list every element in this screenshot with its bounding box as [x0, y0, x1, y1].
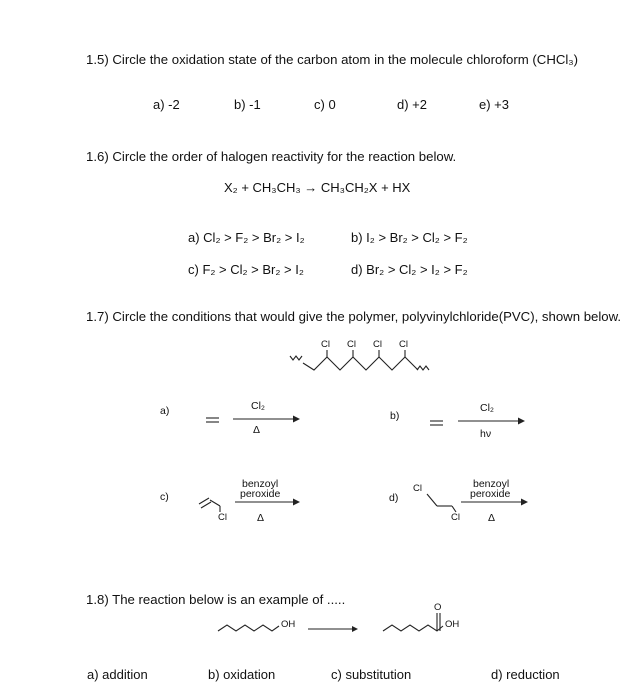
option-1-7-d-cl-bottom: Cl [451, 512, 460, 523]
option-1-7-a-label[interactable]: a) [160, 405, 170, 417]
option-1-8-a[interactable]: a) addition [87, 667, 148, 682]
option-1-7-a-condition: Δ [253, 424, 261, 436]
option-1-5-e[interactable]: e) +3 [479, 97, 509, 112]
product-oh: OH [445, 619, 460, 630]
option-1-7-d-label[interactable]: d) [389, 492, 399, 504]
option-1-6-a[interactable]: a) Cl₂ > F₂ > Br₂ > I₂ [188, 230, 305, 245]
reaction-1-6: X₂ + CH₃CH₃ → CH₃CH₂X + HX [224, 180, 411, 195]
option-1-7-c-label[interactable]: c) [160, 491, 169, 503]
option-1-7-d-condition: Δ [488, 512, 496, 524]
option-1-8-c[interactable]: c) substitution [331, 667, 412, 682]
option-1-8-b[interactable]: b) oxidation [208, 667, 276, 682]
option-1-5-b[interactable]: b) -1 [234, 97, 261, 112]
option-1-7-d-reagent-1: benzoyl [473, 478, 510, 490]
option-1-5-c[interactable]: c) 0 [314, 97, 336, 112]
question-1-6: 1.6) Circle the order of halogen reactivity for the reaction below. [86, 149, 457, 164]
reactant-chain [218, 625, 279, 631]
question-1-7: 1.7) Circle the conditions that would give the polymer, polyvinylchloride(PVC), shown below. [86, 309, 622, 324]
option-1-5-a[interactable]: a) -2 [153, 97, 180, 112]
pvc-cl-1: Cl [321, 339, 330, 350]
option-1-6-d[interactable]: d) Br₂ > Cl₂ > I₂ > F₂ [351, 262, 468, 277]
pvc-cl-4: Cl [399, 339, 408, 350]
option-1-7-a-reagent: Cl₂ [251, 400, 265, 412]
reactant-oh: OH [281, 619, 296, 630]
option-1-7-c-condition: Δ [257, 512, 265, 524]
option-1-7-b-condition: hν [480, 428, 492, 440]
option-1-7-c-cl: Cl [218, 512, 227, 523]
option-1-6-c[interactable]: c) F₂ > Cl₂ > Br₂ > I₂ [188, 262, 304, 277]
question-1-5: 1.5) Circle the oxidation state of the carbon atom in the molecule chloroform (CHCl₃) [86, 52, 579, 67]
option-1-7-c-reagent-1: benzoyl [242, 478, 279, 490]
option-1-7-d-cl-top: Cl [413, 483, 422, 494]
option-1-7-b-label[interactable]: b) [390, 410, 400, 422]
option-1-7-c-reagent-2: peroxide [240, 488, 281, 500]
option-1-7-b-reagent: Cl₂ [480, 402, 494, 414]
option-1-7-d-reagent-2: peroxide [470, 488, 511, 500]
option-1-5-d[interactable]: d) +2 [397, 97, 427, 112]
pvc-cl-2: Cl [347, 339, 356, 350]
product-chain [383, 625, 443, 631]
option-1-8-d[interactable]: d) reduction [491, 667, 560, 682]
pvc-cl-3: Cl [373, 339, 382, 350]
option-1-6-b[interactable]: b) I₂ > Br₂ > Cl₂ > F₂ [351, 230, 468, 245]
product-o: O [434, 602, 442, 613]
question-1-8: 1.8) The reaction below is an example of ..... [86, 592, 346, 607]
